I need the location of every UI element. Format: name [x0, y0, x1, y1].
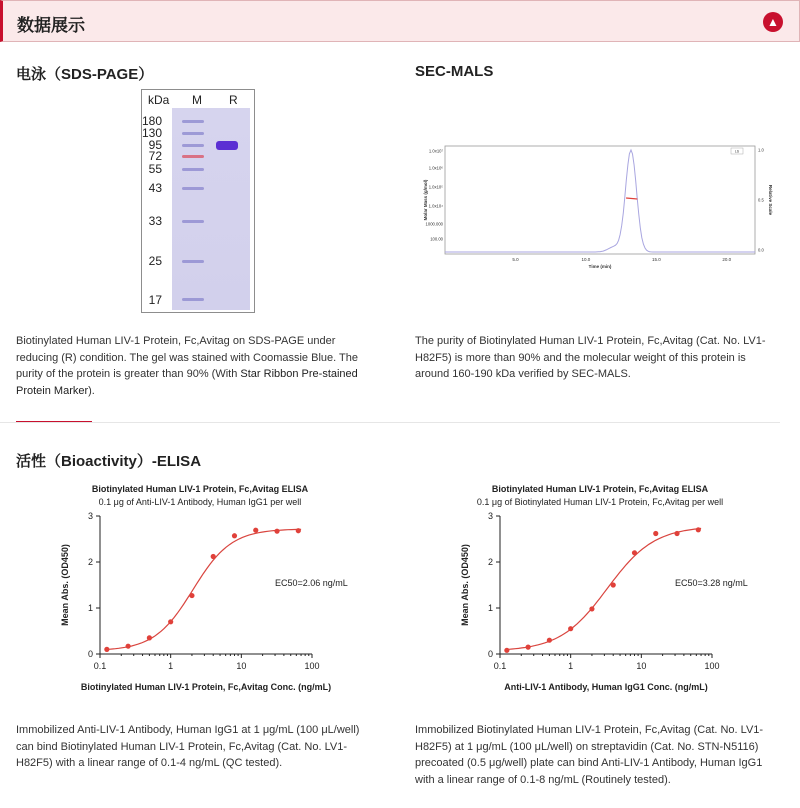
marker-label: 180	[141, 114, 162, 128]
y-axis-label: Mean Abs. (OD450)	[460, 544, 470, 626]
ladder-band-red	[182, 155, 204, 158]
y2-axis-label: Relative Scale	[768, 184, 773, 216]
data-point	[504, 648, 509, 653]
gel-body	[172, 108, 250, 310]
data-point	[653, 531, 658, 536]
elisa-chart-1-title: Biotinylated Human LIV-1 Protein, Fc,Avitag ELISA	[91, 484, 309, 494]
elisa-chart-1	[50, 508, 350, 693]
data-point	[296, 528, 301, 533]
data-point	[274, 529, 279, 534]
marker-label: 33	[148, 214, 162, 228]
marker-label: 43	[148, 181, 162, 195]
y2-tick-label: 1.0	[758, 147, 764, 153]
data-point	[632, 550, 637, 555]
data-point	[568, 626, 573, 631]
data-point	[589, 606, 594, 611]
sds-page-description	[16, 333, 376, 399]
x-tick-label: 0.1	[493, 661, 507, 671]
data-point	[232, 533, 237, 538]
x-tick-label: 10	[636, 661, 647, 671]
marker-label: 55	[148, 162, 162, 176]
data-point	[147, 635, 152, 640]
y-tick-label: 3	[87, 511, 93, 521]
sec-mals-chart	[415, 138, 775, 273]
marker-link[interactable]: Star Ribbon Pre-stained Protein Marker	[16, 368, 358, 397]
data-point	[126, 644, 131, 649]
data-point	[611, 582, 616, 587]
section-divider	[0, 422, 780, 423]
elisa-chart-2-subtitle: 0.1 μg of Biotinylated Human LIV-1 Protein, Fc,Avitag per well	[476, 497, 724, 507]
x-axis-label: Time (min)	[588, 264, 612, 269]
sec-mals-title: SEC-MALS	[415, 63, 494, 80]
x-tick-label: 15.0	[651, 257, 661, 262]
data-point	[526, 645, 531, 650]
sec-mals-description: The purity of Biotinylated Human LIV-1 Protein, Fc,Avitag (Cat. No. LV1-H82F5) is more than 90% and the molecular weight of this protein is around 160-190 kDa verified by SEC-MALS.	[415, 335, 766, 380]
plot-frame	[445, 146, 755, 254]
fit-curve	[506, 528, 701, 649]
gel-header-reduced: R	[229, 93, 238, 107]
ladder-band	[182, 187, 204, 190]
sds-desc-text: Biotinylated Human LIV-1 Protein, Fc,Avitag on SDS-PAGE under reducing (R) condition. The gel was stained with Coomassie Blue. The purity of the protein is greater than 90% (With	[16, 335, 358, 380]
ladder-band	[182, 120, 204, 123]
y-tick-label: 1.0x10⁶	[428, 165, 443, 171]
y2-tick-label: 0.0	[758, 247, 764, 253]
y-axis-label: Molar Mass (g/mol)	[423, 179, 428, 221]
ec50-label: EC50=3.28 ng/mL	[675, 578, 748, 588]
x-tick-label: 0.1	[93, 661, 107, 671]
ladder-band	[182, 260, 204, 263]
elisa-chart-2-title: Biotinylated Human LIV-1 Protein, Fc,Avitag ELISA	[491, 484, 709, 494]
x-tick-label: 20.0	[722, 257, 732, 262]
x-tick-label: 10	[236, 661, 247, 671]
sds-desc-tail: ).	[88, 384, 95, 397]
sample-band	[216, 141, 238, 150]
data-point	[253, 528, 258, 533]
gel-image	[141, 89, 255, 313]
marker-label: 17	[148, 293, 162, 307]
marker-label: 130	[141, 126, 162, 140]
marker-label: 95	[148, 138, 162, 152]
ladder-band	[182, 298, 204, 301]
chevron-up-icon[interactable]: ▲	[763, 12, 783, 32]
data-point	[104, 647, 109, 652]
y-tick-label: 1.0x10⁴	[428, 203, 443, 209]
elisa-1-description: Immobilized Anti-LIV-1 Antibody, Human IgG1 at 1 μg/mL (100 μL/well) can bind Biotinylated Human LIV-1 Protein, Fc,Avitag (Cat. No. LV1-H82F5) with a linear range of 0.1-4 ng/mL (QC tested).	[16, 724, 360, 769]
section-header	[0, 0, 800, 42]
y-tick-label: 100.00	[430, 236, 443, 242]
y-tick-label: 0	[487, 649, 493, 659]
y-tick-label: 1.0x10⁵	[428, 184, 443, 190]
y-axis-label: Mean Abs. (OD450)	[60, 544, 70, 626]
ladder-band	[182, 220, 204, 223]
section-title: 数据展示	[17, 16, 85, 35]
x-tick-label: 5.0	[512, 257, 519, 262]
x-tick-label: 1	[568, 661, 574, 671]
ladder-band	[182, 132, 204, 135]
y-tick-label: 1	[487, 603, 493, 613]
y-tick-label: 0	[87, 649, 93, 659]
y2-tick-label: 0.5	[758, 197, 764, 203]
x-axis-label: Anti-LIV-1 Antibody, Human IgG1 Conc. (ng/mL)	[504, 682, 708, 692]
gel-header-marker: M	[192, 93, 202, 107]
ladder-band	[182, 144, 204, 147]
fit-curve	[106, 529, 302, 649]
y-tick-label: 3	[487, 511, 493, 521]
elisa-2-description: Immobilized Biotinylated Human LIV-1 Protein, Fc,Avitag (Cat. No. LV1-H82F5) at 1 μg/mL (100 μL/well) on streptavidin (Cat. No. STN-N5116) precoated (0.5 μg/well) plate can bind Anti-LIV-1 Antibody, Human IgG1 with a linear range of 0.1-8 ng/mL (Routinely tested).	[415, 724, 764, 786]
y-tick-label: 1	[87, 603, 93, 613]
y-tick-label: 1.0x10⁷	[428, 148, 443, 154]
elisa-chart-1-subtitle: 0.1 μg of Anti-LIV-1 Antibody, Human IgG1 per well	[98, 497, 302, 507]
data-point	[696, 527, 701, 532]
data-point	[189, 593, 194, 598]
ec50-label: EC50=2.06 ng/mL	[275, 578, 348, 588]
marker-label: 25	[148, 254, 162, 268]
y-tick-label: 2	[87, 557, 93, 567]
gel-header-kda: kDa	[148, 93, 170, 107]
x-tick-label: 100	[704, 661, 720, 671]
marker-label: 72	[148, 149, 162, 163]
x-tick-label: 100	[304, 661, 320, 671]
sds-page-title: 电泳（SDS-PAGE）	[16, 66, 154, 83]
y-tick-label: 1000.000	[425, 221, 443, 227]
legend-label: LS	[734, 149, 740, 154]
bioactivity-title: 活性（Bioactivity）-ELISA	[16, 453, 202, 470]
x-tick-label: 10.0	[581, 257, 591, 262]
data-point	[547, 638, 552, 643]
x-axis-label: Biotinylated Human LIV-1 Protein, Fc,Avitag Conc. (ng/mL)	[80, 682, 332, 692]
data-point	[211, 554, 216, 559]
x-tick-label: 1	[168, 661, 174, 671]
data-point	[168, 619, 173, 624]
y-tick-label: 2	[487, 557, 493, 567]
elisa-chart-2	[450, 508, 750, 693]
ladder-band	[182, 168, 204, 171]
data-point	[674, 531, 679, 536]
